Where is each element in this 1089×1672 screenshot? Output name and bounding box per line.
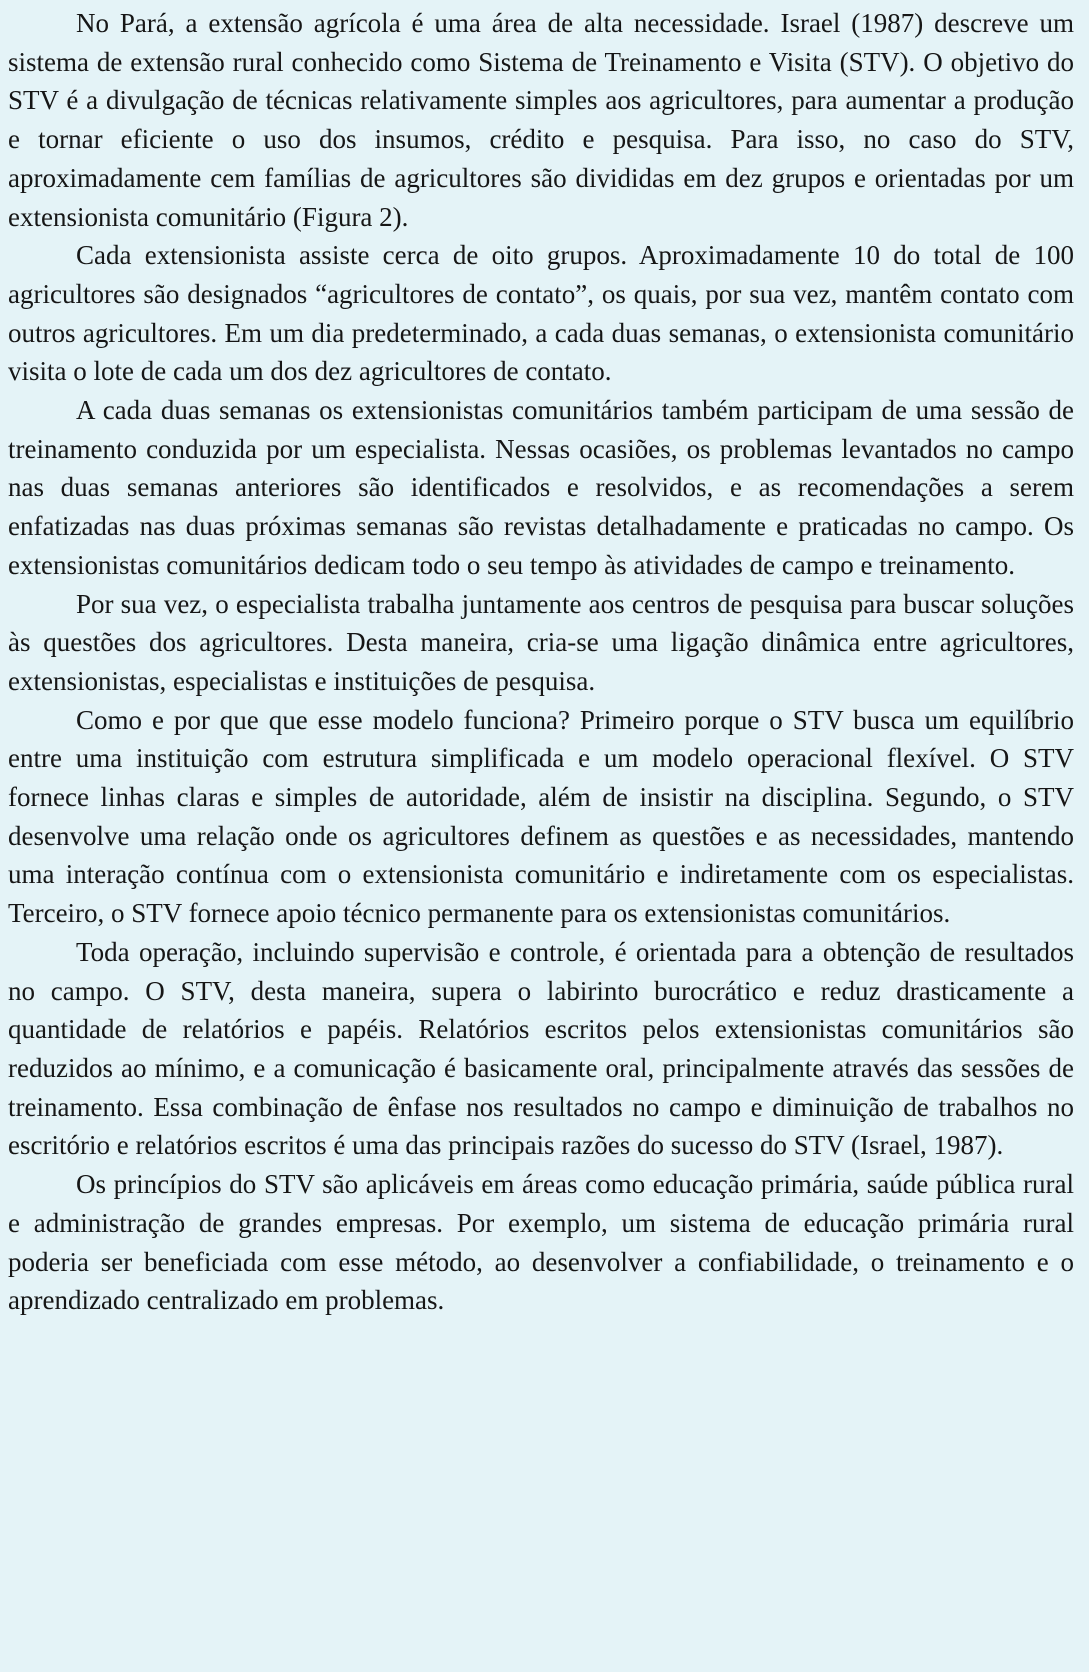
paragraph-3: A cada duas semanas os extensionistas comunitários também participam de uma sessão de treinamento conduzida por um especialista. Nessas ocasiões, os problemas levantados no campo nas duas semanas anteriores são identificados e resolvidos, e as recomendações a serem enfatizadas nas duas próximas semanas são revistas detalhadamente e praticadas no campo. Os extensionistas comunitários dedicam todo o seu tempo às atividades de campo e treinamento.	[8, 395, 1074, 580]
paragraph-7: Os princípios do STV são aplicáveis em áreas como educação primária, saúde pública rural e administração de grandes empresas. Por exemplo, um sistema de educação primária rural poderia ser beneficiada com esse método, ao desenvolver a confiabilidade, o treinamento e o aprendizado centralizado em problemas.	[8, 1169, 1074, 1316]
paragraph-6: Toda operação, incluindo supervisão e controle, é orientada para a obtenção de resultados no campo. O STV, desta maneira, supera o labirinto burocrático e reduz drasticamente a quantidade de relatórios e papéis. Relatórios escritos pelos extensionistas comunitários são reduzidos ao mínimo, e a comunicação é basicamente oral, principalmente através das sessões de treinamento. Essa combinação de ênfase nos resultados no campo e diminuição de trabalhos no escritório e relatórios escritos é uma das principais razões do sucesso do STV (Israel, 1987).	[8, 936, 1074, 1161]
paragraph-1: No Pará, a extensão agrícola é uma área de alta necessidade. Israel (1987) descreve um sistema de extensão rural conhecido como Sistema de Treinamento e Visita (STV). O objetivo do STV é a divulgação de técnicas relativamente simples aos agricultores, para aumentar a produção e tornar eficiente o uso dos insumos, crédito e pesquisa. Para isso, no caso do STV, aproximadamente cem famílias de agricultores são divididas em dez grupos e orientadas por um extensionista comunitário (Figura 2).	[8, 8, 1074, 232]
paragraph-5: Como e por que que esse modelo funciona? Primeiro porque o STV busca um equilíbrio entre uma instituição com estrutura simplificada e um modelo operacional flexível. O STV fornece linhas claras e simples de autoridade, além de insistir na disciplina. Segundo, o STV desenvolve uma relação onde os agricultores definem as questões e as necessidades, mantendo uma interação contínua com o extensionista comunitário e indiretamente com os especialistas. Terceiro, o STV fornece apoio técnico permanente para os extensionistas comunitários.	[8, 704, 1074, 929]
paragraph-2: Cada extensionista assiste cerca de oito grupos. Aproximadamente 10 do total de 100 agricultores são designados “agricultores de contato”, os quais, por sua vez, mantêm contato com outros agricultores. Em um dia predeterminado, a cada duas semanas, o extensionista comunitário visita o lote de cada um dos dez agricultores de contato.	[8, 240, 1074, 387]
paragraph-4: Por sua vez, o especialista trabalha juntamente aos centros de pesquisa para buscar soluções às questões dos agricultores. Desta maneira, cria-se uma ligação dinâmica entre agricultores, extensionistas, especialistas e instituições de pesquisa.	[8, 588, 1074, 696]
document-body	[8, 4, 1074, 1320]
